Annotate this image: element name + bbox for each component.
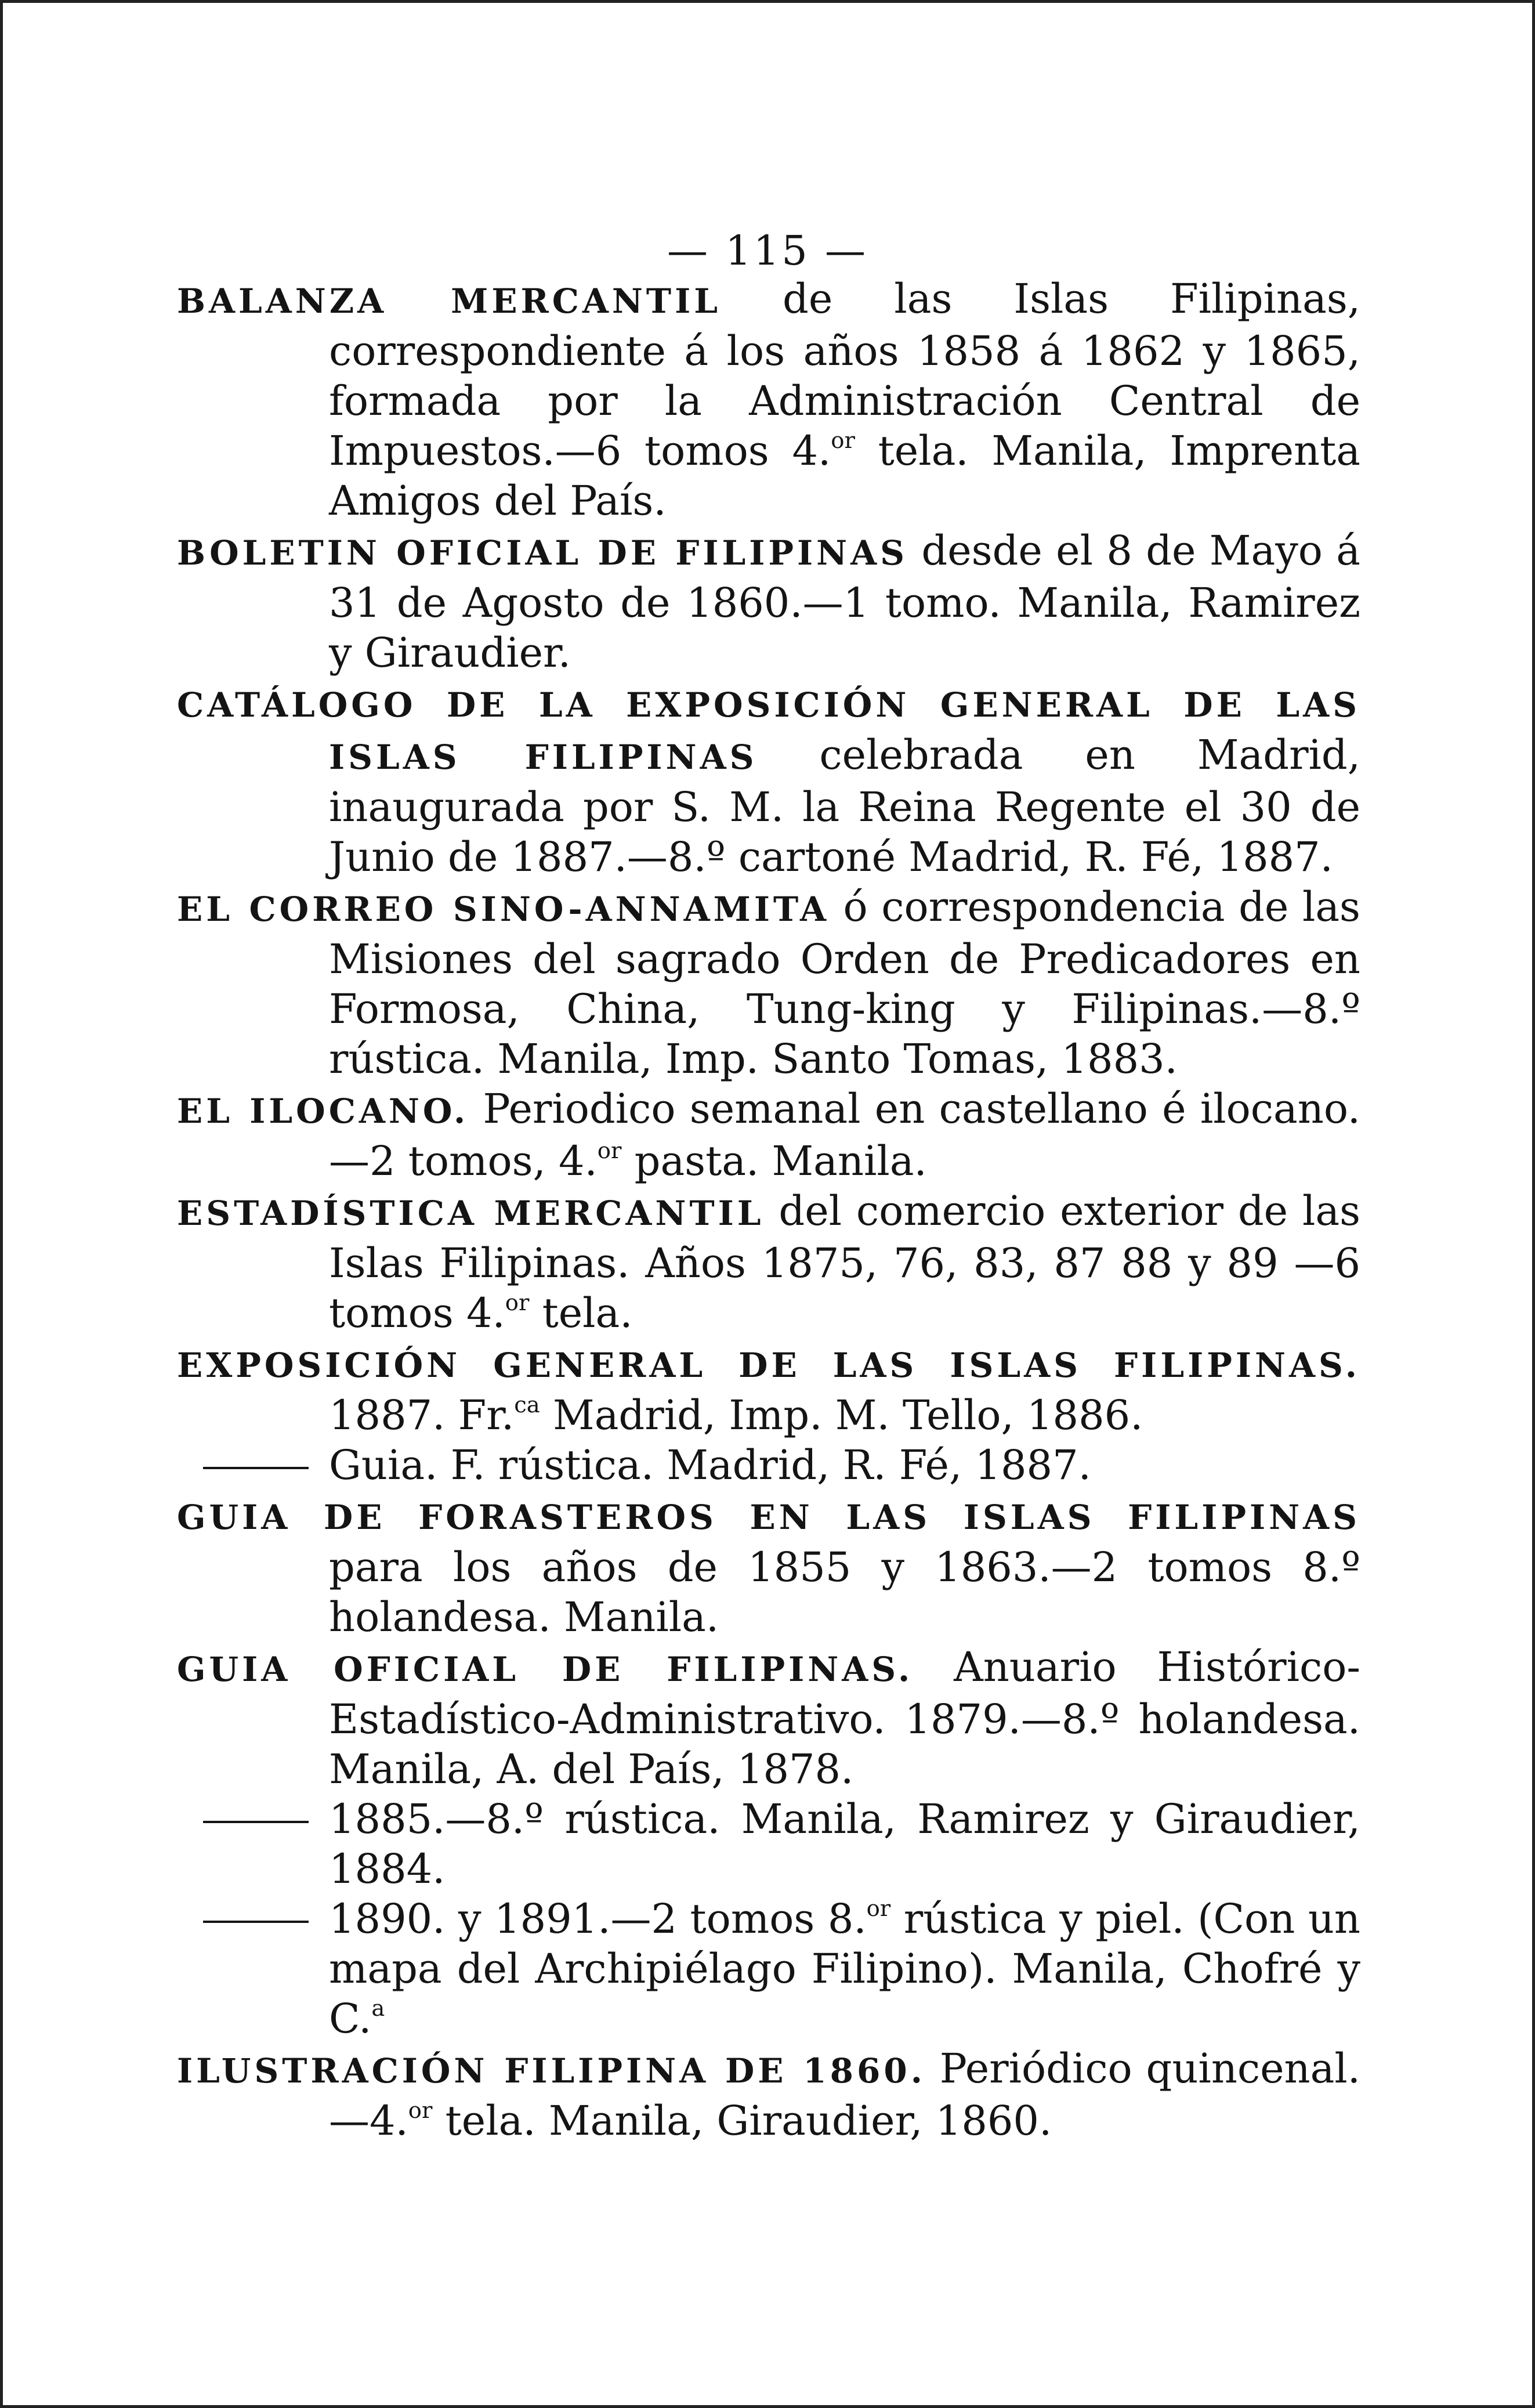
ditto-dash (203, 1467, 309, 1469)
ditto-dash (203, 1821, 309, 1823)
entry-text: Guia. F. rústica. Madrid, R. Fé, 1887. (329, 1441, 1091, 1489)
entry-guia-forasteros (177, 1490, 1360, 1642)
entry-heading: ESTADÍSTICA MERCANTIL (177, 1194, 765, 1233)
entry-text-continued: rústica y piel. (Con un mapa del Archipiélago Filipino). Manila, Chofré y C. (329, 1895, 1361, 2042)
entry-superscript: ca (514, 1392, 540, 1419)
entry-superscript: or (597, 1138, 622, 1165)
entry-heading: BALANZA MERCANTIL (177, 281, 722, 321)
entry-text: celebrada en Madrid, inaugurada por S. M. la Reina Regente el 30 de Junio de 1887.—8.º cartoné Madrid, R. Fé, 1887. (329, 731, 1360, 881)
entry-guia-oficial (177, 1642, 1360, 1794)
entry-exposicion-general (177, 1338, 1360, 1440)
entry-text-continued: pasta. Manila. (621, 1137, 927, 1185)
entry-text: ó correspondencia de las Misiones del sagrado Orden de Predicadores en Formosa, China, Tung-king y Filipinas.—8.º rústica. Manila, Imp. Santo Tomas, 1883. (329, 883, 1360, 1083)
entry-text: Anuario Histórico-Estadístico-Administrativo. 1879.—8.º holandesa. Manila, A. del País, 1878. (329, 1643, 1360, 1793)
entry-superscript: or (505, 1290, 530, 1317)
entry-text-continued: Madrid, Imp. M. Tello, 1886. (540, 1391, 1143, 1439)
entry-heading: BOLETIN OFICIAL DE FILIPINAS (177, 533, 908, 573)
entry-heading: EXPOSICIÓN GENERAL DE LAS ISLAS FILIPINAS. (177, 1346, 1360, 1385)
entry-text-continued: tela. Manila, Giraudier, 1860. (432, 2097, 1052, 2145)
entry-el-ilocano (177, 1084, 1360, 1186)
entry-text: Periodico semanal en castellano é ilocano.—2 tomos, 4. (329, 1085, 1360, 1185)
entry-boletin-oficial (177, 526, 1360, 678)
entry-superscript-2: a (371, 1995, 385, 2022)
entry-text: del comercio exterior de las Islas Filipinas. Años 1875, 76, 83, 87 88 y 89 —6 tomos 4. (329, 1187, 1361, 1337)
ditto-dash (203, 1921, 309, 1923)
entry-text: desde el 8 de Mayo á 31 de Agosto de 1860.—1 tomo. Manila, Ramirez y Giraudier. (329, 527, 1360, 677)
entry-text: 1890. y 1891.—2 tomos 8. (329, 1895, 867, 1943)
entry-text: 1887. Fr. (329, 1391, 515, 1439)
entry-text-continued: tela. Manila, Imprenta Amigos del País. (329, 427, 1360, 525)
entry-heading: GUIA OFICIAL DE FILIPINAS. (177, 1650, 914, 1689)
entry-text: para los años de 1855 y 1863.—2 tomos 8.º holandesa. Manila. (329, 1543, 1360, 1641)
entry-text: 1885.—8.º rústica. Manila, Ramirez y Giraudier, 1884. (329, 1795, 1360, 1893)
entry-heading: EL ILOCANO. (177, 1091, 469, 1131)
bibliography-list (177, 274, 1360, 2146)
entry-heading: ILUSTRACIÓN FILIPINA DE 1860. (177, 2051, 926, 2091)
entry-estadistica-mercantil (177, 1186, 1360, 1338)
entry-heading: CATÁLOGO DE LA EXPOSICIÓN GENERAL DE LAS ISLAS FILIPINAS (177, 685, 1360, 777)
entry-ilustracion-filipina (177, 2044, 1360, 2146)
entry-superscript: or (866, 1896, 891, 1922)
entry-heading: GUIA DE FORASTEROS EN LAS ISLAS FILIPINAS (177, 1498, 1360, 1537)
entry-heading: EL CORREO SINO-ANNAMITA (177, 890, 830, 929)
entry-catalogo-exposicion (177, 678, 1360, 882)
entry-repeat-1890 (177, 1894, 1360, 2044)
entry-balanza-mercantil (177, 274, 1360, 526)
entry-correo-sino-annamita (177, 882, 1360, 1084)
entry-text: de las Islas Filipinas, correspondiente á los años 1858 á 1862 y 1865, formada por la Administración Central de Impuestos.—6 tomos 4. (329, 275, 1360, 475)
entry-superscript: or (831, 428, 855, 454)
entry-text: Periódico quincenal.—4. (329, 2045, 1360, 2145)
entry-repeat-1885 (177, 1794, 1360, 1894)
entry-repeat-guia (177, 1440, 1360, 1490)
entry-text-continued: tela. (529, 1289, 633, 1337)
entry-superscript: or (408, 2098, 433, 2124)
page-number: — 115 — (667, 227, 868, 274)
